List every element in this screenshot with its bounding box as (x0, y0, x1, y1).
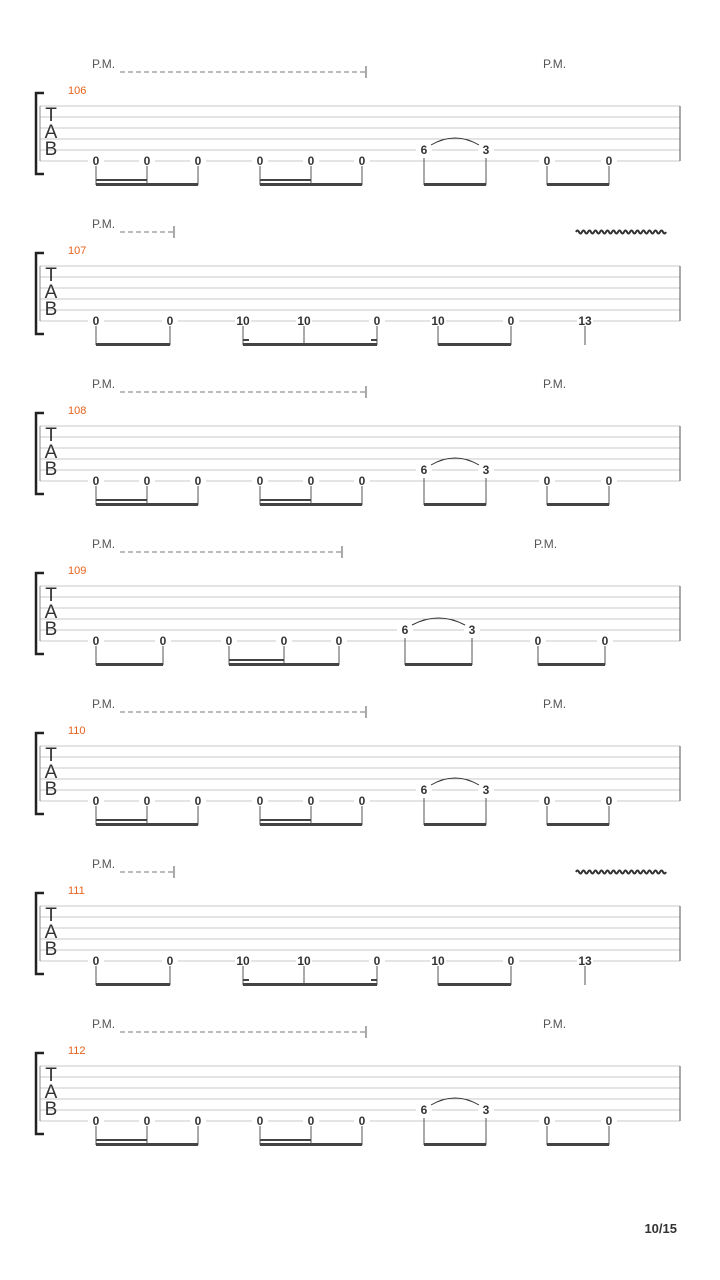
secondary-beam (371, 979, 377, 981)
fret-number: 0 (307, 794, 315, 808)
bar-number: 110 (68, 725, 86, 737)
fret-number: 0 (307, 1114, 315, 1128)
fret-number: 0 (166, 314, 174, 328)
tab-clef-letter: T (45, 585, 57, 606)
beam (96, 663, 163, 666)
bar-number: 109 (68, 565, 87, 577)
fret-number: 3 (482, 463, 490, 477)
fret-number: 0 (358, 794, 366, 808)
system-106 (36, 57, 680, 186)
secondary-beam (96, 179, 147, 181)
fret-number: 0 (92, 154, 100, 168)
bar-number: 111 (68, 885, 85, 897)
tab-clef-letter: A (44, 1082, 58, 1103)
tab-clef-letter: T (45, 905, 57, 926)
bar-number: 108 (68, 405, 87, 417)
fret-number: 0 (307, 474, 315, 488)
fret-number: 6 (401, 623, 409, 637)
palm-mute-label: P.M. (92, 57, 116, 71)
beam (424, 503, 486, 506)
tab-clef-letter: A (44, 602, 58, 623)
palm-mute-label: P.M. (92, 697, 116, 711)
beam (424, 823, 486, 826)
fret-number: 0 (507, 954, 515, 968)
tab-clef-letter: A (44, 762, 58, 783)
fret-number: 0 (159, 634, 167, 648)
fret-number: 0 (280, 634, 288, 648)
palm-mute-label: P.M. (92, 537, 116, 551)
secondary-beam (260, 179, 311, 181)
tab-clef-letter: B (44, 619, 58, 640)
fret-number: 10 (431, 954, 445, 968)
bar-number: 107 (68, 245, 87, 257)
fret-number: 3 (468, 623, 476, 637)
fret-number: 3 (482, 143, 490, 157)
fret-number: 0 (543, 1114, 551, 1128)
secondary-beam (243, 339, 249, 341)
fret-number: 0 (166, 954, 174, 968)
palm-mute-label: P.M. (92, 377, 116, 391)
system-108 (36, 377, 680, 506)
fret-number: 0 (605, 154, 613, 168)
fret-number: 10 (297, 314, 311, 328)
palm-mute-label: P.M. (534, 537, 558, 551)
tab-clef-letter: T (45, 1065, 57, 1086)
fret-number: 0 (543, 794, 551, 808)
fret-number: 0 (143, 474, 151, 488)
beam (547, 823, 609, 826)
secondary-beam (229, 659, 284, 661)
fret-number: 0 (307, 154, 315, 168)
beam (424, 1143, 486, 1146)
fret-number: 0 (225, 634, 233, 648)
palm-mute-label: P.M. (543, 697, 567, 711)
palm-mute-label: P.M. (543, 57, 567, 71)
fret-number: 0 (194, 1114, 202, 1128)
tab-clef-letter: B (44, 139, 58, 160)
fret-number: 0 (92, 954, 100, 968)
fret-number: 0 (256, 154, 264, 168)
fret-number: 0 (92, 634, 100, 648)
fret-number: 6 (420, 143, 428, 157)
bar-number: 112 (68, 1045, 86, 1057)
fret-number: 0 (143, 794, 151, 808)
bar-number: 106 (68, 85, 87, 97)
beam (96, 183, 198, 186)
palm-mute-label: P.M. (92, 857, 116, 871)
fret-number: 0 (605, 1114, 613, 1128)
fret-number: 0 (256, 474, 264, 488)
tab-clef-letter: B (44, 1099, 58, 1120)
fret-number: 0 (373, 954, 381, 968)
palm-mute-label: P.M. (543, 377, 567, 391)
system-107 (36, 217, 680, 346)
system-109 (36, 537, 680, 666)
fret-number: 6 (420, 463, 428, 477)
fret-number: 0 (605, 794, 613, 808)
tab-clef-letter: B (44, 459, 58, 480)
fret-number: 0 (358, 474, 366, 488)
fret-number: 0 (601, 634, 609, 648)
system-111 (36, 857, 680, 986)
fret-number: 6 (420, 1103, 428, 1117)
beam (229, 663, 339, 666)
beam (243, 343, 377, 346)
system-112 (36, 1017, 680, 1146)
fret-number: 3 (482, 783, 490, 797)
beam (96, 1143, 198, 1146)
beam (547, 183, 609, 186)
fret-number: 0 (507, 314, 515, 328)
beam (424, 183, 486, 186)
tab-clef-letter: A (44, 442, 58, 463)
fret-number: 0 (92, 1114, 100, 1128)
secondary-beam (260, 499, 311, 501)
secondary-beam (260, 819, 311, 821)
tab-clef-letter: A (44, 282, 58, 303)
beam (96, 343, 170, 346)
fret-number: 10 (297, 954, 311, 968)
secondary-beam (371, 339, 377, 341)
fret-number: 0 (358, 1114, 366, 1128)
tab-clef-letter: T (45, 425, 57, 446)
fret-number: 0 (143, 1114, 151, 1128)
secondary-beam (96, 499, 147, 501)
beam (243, 983, 377, 986)
beam (405, 663, 472, 666)
palm-mute-label: P.M. (92, 1017, 116, 1031)
beam (438, 983, 511, 986)
fret-number: 0 (143, 154, 151, 168)
tab-clef-letter: A (44, 122, 58, 143)
beam (96, 503, 198, 506)
vibrato-marking (576, 871, 666, 874)
palm-mute-label: P.M. (92, 217, 116, 231)
fret-number: 10 (431, 314, 445, 328)
tab-clef-letter: T (45, 265, 57, 286)
fret-number: 0 (358, 154, 366, 168)
beam (538, 663, 605, 666)
beam (547, 1143, 609, 1146)
secondary-beam (260, 1139, 311, 1141)
fret-number: 0 (92, 474, 100, 488)
beam (260, 183, 362, 186)
fret-number: 0 (194, 474, 202, 488)
fret-number: 10 (236, 314, 250, 328)
secondary-beam (96, 819, 147, 821)
fret-number: 0 (534, 634, 542, 648)
tab-clef-letter: B (44, 299, 58, 320)
beam (260, 823, 362, 826)
fret-number: 0 (543, 474, 551, 488)
fret-number: 0 (194, 794, 202, 808)
fret-number: 0 (335, 634, 343, 648)
fret-number: 10 (236, 954, 250, 968)
fret-number: 0 (92, 794, 100, 808)
beam (547, 503, 609, 506)
fret-number: 0 (373, 314, 381, 328)
vibrato-marking (576, 231, 666, 234)
fret-number: 13 (578, 954, 592, 968)
fret-number: 13 (578, 314, 592, 328)
tab-clef-letter: T (45, 105, 57, 126)
beam (260, 503, 362, 506)
fret-number: 6 (420, 783, 428, 797)
page-number: 10/15 (644, 1221, 677, 1236)
fret-number: 0 (605, 474, 613, 488)
beam (96, 823, 198, 826)
fret-number: 0 (256, 794, 264, 808)
fret-number: 3 (482, 1103, 490, 1117)
fret-number: 0 (194, 154, 202, 168)
fret-number: 0 (543, 154, 551, 168)
fret-number: 0 (92, 314, 100, 328)
tab-clef-letter: T (45, 745, 57, 766)
tab-clef-letter: B (44, 779, 58, 800)
beam (438, 343, 511, 346)
tab-clef-letter: A (44, 922, 58, 943)
tab-clef-letter: B (44, 939, 58, 960)
system-110 (36, 697, 680, 826)
fret-number: 0 (256, 1114, 264, 1128)
beam (260, 1143, 362, 1146)
secondary-beam (243, 979, 249, 981)
secondary-beam (96, 1139, 147, 1141)
palm-mute-label: P.M. (543, 1017, 567, 1031)
beam (96, 983, 170, 986)
